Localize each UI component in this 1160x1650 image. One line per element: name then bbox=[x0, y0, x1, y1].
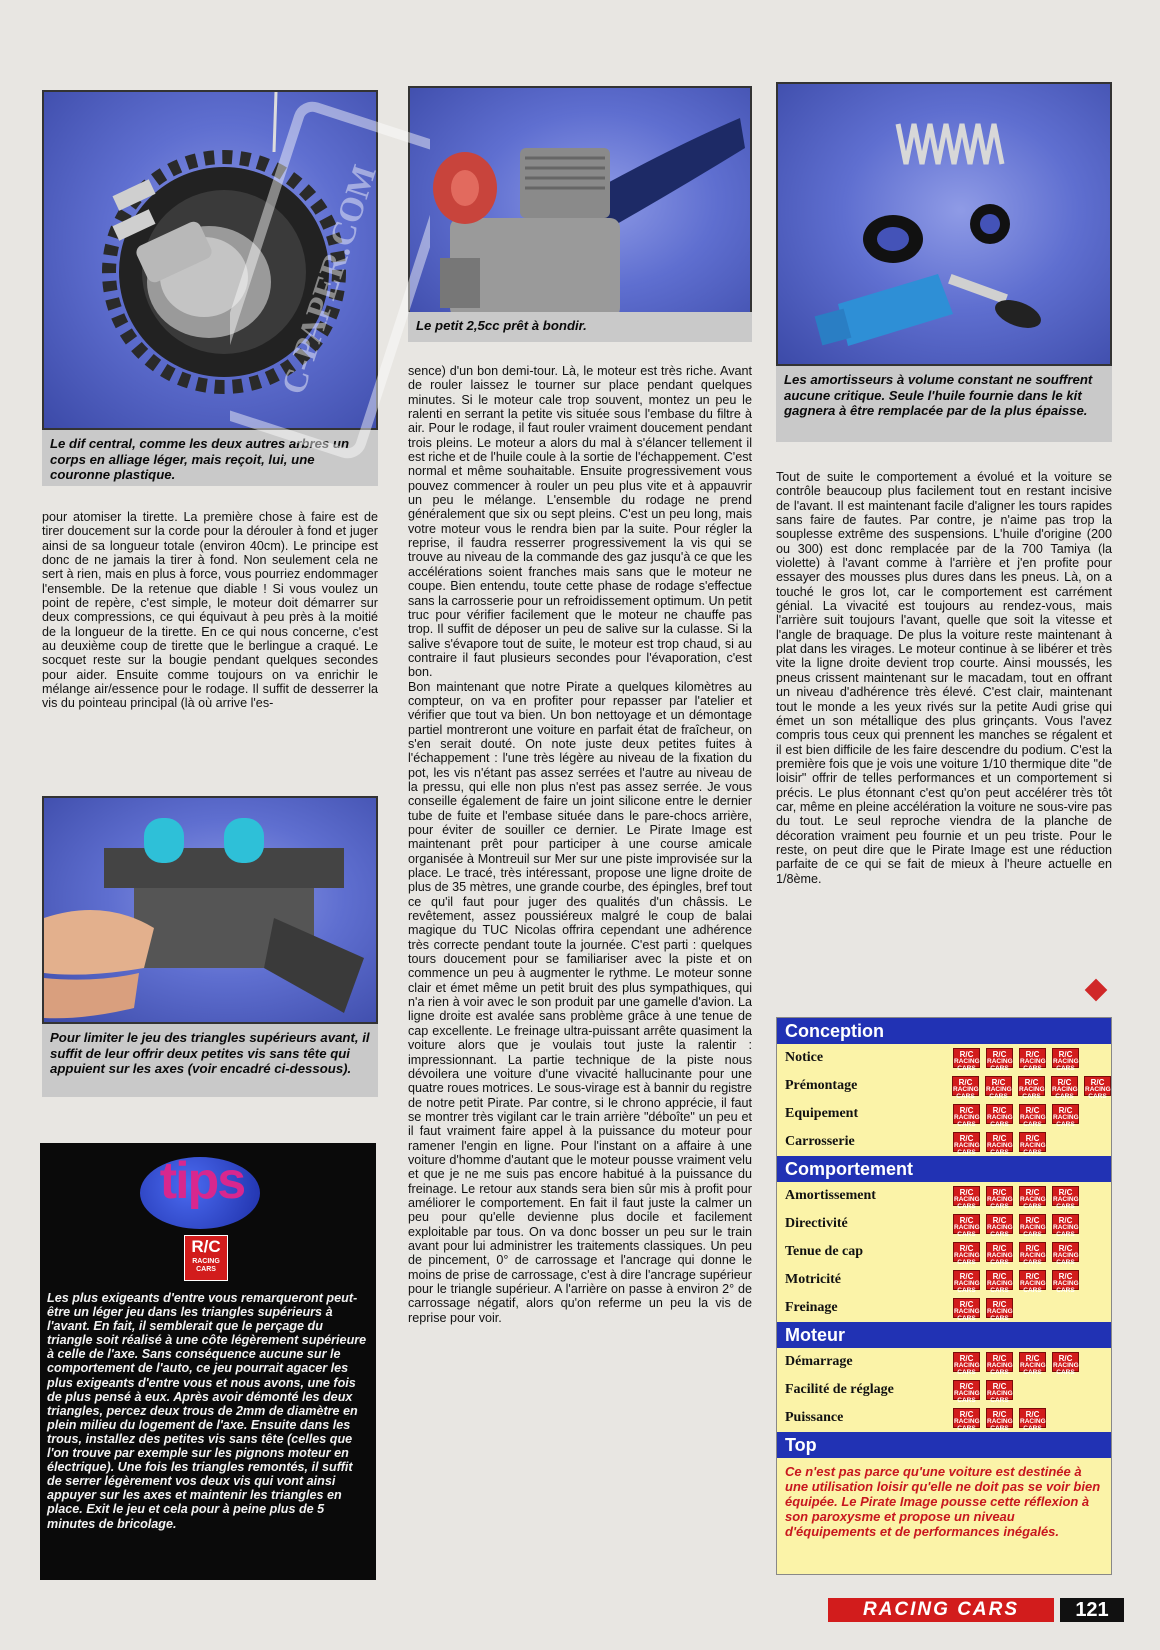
rc-logo-icon bbox=[985, 1076, 1012, 1100]
rc-logo-sub: RACING CARS bbox=[954, 1252, 980, 1266]
rating-score-logos bbox=[953, 1186, 1079, 1210]
rating-row bbox=[777, 1072, 1111, 1100]
rc-logo-sub: RACING CARS bbox=[954, 1280, 980, 1294]
photo-engine bbox=[408, 86, 752, 340]
tips-logo-main: R/C bbox=[191, 1237, 221, 1256]
rc-logo-icon bbox=[1052, 1242, 1079, 1266]
rc-logo-icon bbox=[1019, 1352, 1046, 1376]
rating-section-title: Conception bbox=[777, 1018, 1111, 1044]
photo-front-triangles bbox=[42, 796, 378, 1024]
rc-logo-sub: RACING CARS bbox=[954, 1390, 980, 1404]
rc-logo-icon bbox=[953, 1104, 980, 1128]
rc-logo-sub: RACING CARS bbox=[1020, 1418, 1046, 1432]
rating-row bbox=[777, 1182, 1111, 1210]
rc-logo-sub: RACING CARS bbox=[954, 1362, 980, 1376]
rating-score-logos bbox=[952, 1076, 1111, 1100]
rating-score-logos bbox=[953, 1132, 1046, 1156]
rc-logo-sub: RACING CARS bbox=[987, 1418, 1013, 1432]
rc-logo-icon bbox=[986, 1380, 1013, 1404]
rc-logo-main: R/C bbox=[1025, 1134, 1040, 1143]
rc-logo-main: R/C bbox=[958, 1078, 973, 1087]
rc-logo-sub: RACING CARS bbox=[1053, 1224, 1079, 1238]
rating-row bbox=[777, 1100, 1111, 1128]
tips-logo-sub: RACING CARS bbox=[192, 1258, 220, 1273]
rc-logo-icon bbox=[1019, 1214, 1046, 1238]
rc-logo-icon bbox=[1019, 1132, 1046, 1156]
rc-logo-sub: RACING CARS bbox=[1052, 1086, 1078, 1100]
rc-logo-icon bbox=[986, 1186, 1013, 1210]
rc-logo-main: R/C bbox=[1058, 1354, 1073, 1363]
rc-logo-main: R/C bbox=[1025, 1272, 1040, 1281]
rc-logo-sub: RACING CARS bbox=[987, 1280, 1013, 1294]
rc-logo-icon bbox=[1052, 1214, 1079, 1238]
rating-label: Notice bbox=[785, 1050, 824, 1065]
rc-logo-main: R/C bbox=[992, 1106, 1007, 1115]
rc-logo-sub: RACING CARS bbox=[954, 1058, 980, 1072]
rc-logo-main: R/C bbox=[959, 1300, 974, 1309]
rc-logo-icon bbox=[1052, 1048, 1079, 1072]
rc-logo-icon bbox=[1019, 1104, 1046, 1128]
rating-label: Directivité bbox=[785, 1216, 848, 1231]
article-column-1 bbox=[42, 510, 378, 711]
rc-logo-main: R/C bbox=[992, 1050, 1007, 1059]
rc-logo-sub: RACING CARS bbox=[1053, 1362, 1079, 1376]
rc-logo-sub: RACING CARS bbox=[1053, 1058, 1079, 1072]
rating-row bbox=[777, 1404, 1111, 1432]
rc-logo-icon bbox=[1019, 1270, 1046, 1294]
rating-row bbox=[777, 1238, 1111, 1266]
rc-logo-main: R/C bbox=[1025, 1354, 1040, 1363]
rating-row bbox=[777, 1348, 1111, 1376]
rating-label: Tenue de cap bbox=[785, 1244, 864, 1259]
rc-logo-sub: RACING CARS bbox=[1020, 1058, 1046, 1072]
rc-logo-sub: RACING CARS bbox=[1020, 1142, 1046, 1156]
rc-logo-main: R/C bbox=[1025, 1050, 1040, 1059]
rc-logo-main: R/C bbox=[959, 1050, 974, 1059]
rc-logo-icon bbox=[1019, 1186, 1046, 1210]
rating-top-title: Top bbox=[777, 1432, 1111, 1458]
rc-logo-main: R/C bbox=[1058, 1188, 1073, 1197]
rating-top-text: Ce n'est pas parce qu'une voiture est destinée à une utilisation loisir qu'elle ne doit pas se voir bien équipée. Le Pirate Image pousse cette réflexion à son paroxysme et propose un niveau d'équipements et de performances inégalés. bbox=[785, 1464, 1101, 1539]
rc-logo-icon bbox=[1051, 1076, 1078, 1100]
rating-row bbox=[777, 1266, 1111, 1294]
rating-label: Freinage bbox=[785, 1300, 838, 1315]
rating-row bbox=[777, 1044, 1111, 1072]
rating-section-title: Comportement bbox=[777, 1156, 1111, 1182]
rc-logo-main: R/C bbox=[1025, 1216, 1040, 1225]
rc-logo-sub: RACING CARS bbox=[986, 1086, 1012, 1100]
rc-logo-main: R/C bbox=[992, 1188, 1007, 1197]
rc-logo-icon bbox=[986, 1408, 1013, 1432]
rc-logo-icon bbox=[953, 1298, 980, 1322]
rc-logo-icon bbox=[953, 1214, 980, 1238]
rc-logo-icon bbox=[986, 1214, 1013, 1238]
rc-logo-main: R/C bbox=[959, 1188, 974, 1197]
rc-logo-main: R/C bbox=[1025, 1188, 1040, 1197]
watermark-stamp bbox=[230, 100, 430, 460]
rating-score-logos bbox=[953, 1380, 1013, 1404]
rc-logo-icon bbox=[953, 1352, 980, 1376]
rc-logo-icon bbox=[953, 1408, 980, 1432]
column-2-paragraph-2: Bon maintenant que notre Pirate a quelques kilomètres au compteur, on va en profiter pour repasser par l'atelier et vérifier que tout va bien. Un bon nettoyage et un démontage partiel montreront une voiture en parfait état de fraîcheur, on s'en serait douté. On note juste deux petites fuites à l'échappement : l'une très légère au niveau de la fixation du pot, les vis n'étant pas assez serrées et l'autre au niveau de la pressu, qui elle non plus n'est pas assez serrée. Je vous conseille également de faire un joint silicone entre le dernier tube de fuite et l'embase située dans le pare-chocs arrière, pour éviter de souiller ce dernier. Le Pirate Image est maintenant prêt pour participer à une course amicale organisée à Montreuil sur Mer sur une piste improvisée sur la place. Le tracé, très intéressant, propose une ligne droite de plus de 35 mètres, une grande courbe, des épingles, bref tout ce qu'il faut pour juger des qualités d'un châssis. Le revêtement, assez poussiéreux malgré le coup de balai magique du TUC Nicolas offrira cependant une adhérence très correcte pendant toute la journée. C'est parti : quelques tours doucement pour se familiariser avec la piste et on commence un peu à augmenter le rythme. Le moteur sonne clair et émet même un petit bruit des plus sympathiques, qui n'a rien à voir avec le son produit par une gamelle d'avion. La ligne droite est avalée sans problème grâce à une tenue de cap excellente. Le freinage ultra-puissant arrête quasiment la voiture alors que je voulais tout juste la ralentir : impressionnant. La partie technique de la piste nous dévoilera une voiture d'une vivacité hallucinante pour une quatre roues motrices. Le sous-virage est à bannir du registre de notre petit Pirate. Par contre, si le chrono apprécie, il faut se montrer très vigilant car le train arrière "déboîte" un peu et il faut vraiment faire appel à la puissance du moteur pour ramener l'engin en ligne. Pour l'instant on a affaire à une voiture d'homme d'autant que le moteur pousse vraiment velu et que je ne me suis pas encore habitué à la puissance du freinage. Le retour aux stands sera bien sûr mis à profit pour améliorer le comportement. En fait il faut juste la calmer un peu pour qu'elle devienne plus docile et facilement exploitable par tous. On va donc bosser un peu sur le train avant pour lui administrer les traitements classiques. Un peu de pincement, 0° de carrossage et l'ancrage qui donne le moins de prise de carrossage, c'est à dire l'ancrage supérieur pour le triangle supérieur. A l'arrière on passe à environ 2° de carrossage négatif, alors qu'on referme un peu la vis de reprise pour voir. bbox=[408, 679, 752, 1325]
rc-logo-icon bbox=[1019, 1242, 1046, 1266]
rc-logo-main: R/C bbox=[1058, 1244, 1073, 1253]
rc-logo-sub: RACING CARS bbox=[987, 1114, 1013, 1128]
rc-logo-icon bbox=[953, 1270, 980, 1294]
rc-logo-sub: RACING CARS bbox=[1053, 1196, 1079, 1210]
rc-logo-sub: RACING CARS bbox=[1020, 1224, 1046, 1238]
rc-logo-sub: RACING CARS bbox=[1053, 1252, 1079, 1266]
rating-label: Equipement bbox=[785, 1106, 859, 1121]
rc-logo-sub: RACING CARS bbox=[954, 1224, 980, 1238]
rc-logo-icon bbox=[953, 1242, 980, 1266]
caption-differential: Le dif central, comme les deux autres arbres un corps en alliage léger, mais reçoit, lui, une couronne plastique. bbox=[42, 430, 378, 486]
rc-logo-sub: RACING CARS bbox=[1020, 1362, 1046, 1376]
rc-logo-main: R/C bbox=[959, 1216, 974, 1225]
rating-label: Prémontage bbox=[785, 1078, 858, 1093]
rc-logo-sub: RACING CARS bbox=[1020, 1114, 1046, 1128]
rc-logo-sub: RACING CARS bbox=[987, 1252, 1013, 1266]
rc-logo-icon bbox=[986, 1352, 1013, 1376]
shocks-illustration bbox=[778, 84, 1110, 364]
rc-logo-sub: RACING CARS bbox=[987, 1224, 1013, 1238]
rating-score-logos bbox=[953, 1104, 1079, 1128]
rc-logo-main: R/C bbox=[959, 1134, 974, 1143]
rating-box bbox=[776, 1017, 1112, 1575]
rc-logo-main: R/C bbox=[991, 1078, 1006, 1087]
rc-logo-main: R/C bbox=[959, 1272, 974, 1281]
page-footer bbox=[828, 1598, 1124, 1622]
rc-logo-icon bbox=[952, 1076, 979, 1100]
caption-engine: Le petit 2,5cc prêt à bondir. bbox=[408, 312, 752, 342]
rc-logo-main: R/C bbox=[992, 1382, 1007, 1391]
rc-logo-main: R/C bbox=[959, 1244, 974, 1253]
rc-logo-sub: RACING CARS bbox=[987, 1362, 1013, 1376]
tips-logo bbox=[184, 1235, 228, 1281]
rc-logo-icon bbox=[1018, 1076, 1045, 1100]
rc-logo-main: R/C bbox=[959, 1382, 974, 1391]
rating-score-logos bbox=[953, 1352, 1079, 1376]
rating-score-logos bbox=[953, 1048, 1079, 1072]
rc-logo-sub: RACING CARS bbox=[954, 1114, 980, 1128]
end-mark-diamond-icon bbox=[1085, 979, 1108, 1002]
tips-box bbox=[40, 1143, 376, 1580]
rc-logo-main: R/C bbox=[1025, 1244, 1040, 1253]
rc-logo-sub: RACING CARS bbox=[1020, 1252, 1046, 1266]
rc-logo-sub: RACING CARS bbox=[1085, 1086, 1111, 1100]
rc-logo-icon bbox=[1052, 1104, 1079, 1128]
rc-logo-main: R/C bbox=[1025, 1106, 1040, 1115]
rc-logo-main: R/C bbox=[959, 1354, 974, 1363]
rating-score-logos bbox=[953, 1270, 1079, 1294]
rc-logo-icon bbox=[986, 1298, 1013, 1322]
column-3-text: Tout de suite le comportement a évolué et la voiture se contrôle beaucoup plus facilement tout en restant incisive de l'avant. Il est maintenant facile d'aligner les tours rapides sans faire de fautes. Par contre, je n'aime pas trop la souplesse extrême des suspensions. L'huile d'origine (200 ou 300) est donc remplacée par de la 700 Tamiya (la violette) à l'avant comme à l'arrière et j'en profite pour essayer des mousses plus dures dans les pneus. Là, on a touché le gros lot, car le comportement est carrément génial. La vivacité est toujours au rendez-vous, mais l'arrière suit toujours l'avant, quelle que soit la vitesse et l'angle de braquage. De plus la voiture reste maintenant à plat dans les virages. Le moteur continue à se libérer et très vite la ligne droite devient trop courte. Ainsi moussés, les pneus crissent maintenant sur le macadam, tout en offrant un niveau d'adhérence très élevé. C'est clair, maintenant tout le monde a les yeux rivés sur la petite Audi grise qui émet un son métallique des plus grinçants. Vous l'avez compris tous ceux qui prennent les manches se régalent et il est bien difficile de les faire descendre du podium. C'est la première fois que je vois une voiture 1/10 thermique dite "de loisir" offrir de telles performances et un comportement si précis. Le plus étonnant c'est qu'on peut accélérer très tôt car, même en pleine accélération la voiture ne sous-vire pas du tout. Le seul reproche viendra de la planche de décoration vraiment peu fournie et un peu triste. Pour le reste, on peut dire que le Pirate Image est une réduction parfaite de ce qui se fait de mieux à l'heure actuelle en 1/8ème. bbox=[776, 470, 1112, 886]
photo-shocks bbox=[776, 82, 1112, 366]
triangles-illustration bbox=[44, 798, 376, 1022]
rating-label: Démarrage bbox=[785, 1354, 853, 1369]
rc-logo-main: R/C bbox=[992, 1216, 1007, 1225]
caption-shocks: Les amortisseurs à volume constant ne souffrent aucune critique. Seule l'huile fournie dans le kit gagnera à être remplacée par de la plus épaisse. bbox=[776, 366, 1112, 442]
rc-logo-icon bbox=[986, 1270, 1013, 1294]
rc-logo-icon bbox=[986, 1104, 1013, 1128]
rc-logo-icon bbox=[953, 1132, 980, 1156]
rc-logo-sub: RACING CARS bbox=[954, 1418, 980, 1432]
watermark-text: C-PAPER.COM bbox=[275, 160, 384, 399]
article-column-2 bbox=[408, 364, 752, 1325]
rc-logo-sub: RACING CARS bbox=[987, 1308, 1013, 1322]
rc-logo-sub: RACING CARS bbox=[1019, 1086, 1045, 1100]
rating-score-logos bbox=[953, 1242, 1079, 1266]
rc-logo-sub: RACING CARS bbox=[987, 1058, 1013, 1072]
rc-logo-main: R/C bbox=[992, 1354, 1007, 1363]
rating-label: Facilité de réglage bbox=[785, 1382, 894, 1397]
rating-row bbox=[777, 1210, 1111, 1238]
rc-logo-main: R/C bbox=[1090, 1078, 1105, 1087]
rc-logo-main: R/C bbox=[992, 1300, 1007, 1309]
rc-logo-icon bbox=[953, 1048, 980, 1072]
rating-row bbox=[777, 1294, 1111, 1322]
tips-title: tips bbox=[159, 1152, 245, 1210]
rating-score-logos bbox=[953, 1298, 1013, 1322]
rc-logo-icon bbox=[953, 1186, 980, 1210]
rc-logo-sub: RACING CARS bbox=[987, 1142, 1013, 1156]
engine-illustration bbox=[410, 88, 750, 338]
magazine-name: RACING CARS bbox=[828, 1598, 1054, 1622]
rating-row bbox=[777, 1128, 1111, 1156]
rc-logo-icon bbox=[1052, 1352, 1079, 1376]
rating-label: Puissance bbox=[785, 1410, 844, 1425]
rc-logo-sub: RACING CARS bbox=[987, 1196, 1013, 1210]
rc-logo-main: R/C bbox=[992, 1272, 1007, 1281]
rc-logo-sub: RACING CARS bbox=[1053, 1280, 1079, 1294]
rating-label: Motricité bbox=[785, 1272, 841, 1287]
rating-score-logos bbox=[953, 1214, 1079, 1238]
rc-logo-main: R/C bbox=[1058, 1272, 1073, 1281]
rc-logo-sub: RACING CARS bbox=[954, 1308, 980, 1322]
tips-text: Les plus exigeants d'entre vous remarqueront peut-être un léger jeu dans les triangles supérieurs à l'avant. En fait, il semblerait que le perçage du triangle soit réalisé à une côte légèrement supérieure à celle de l'axe. Sans conséquence aucune sur le comportement de l'auto, ce jeu pourrait agacer les plus exigeants d'entre vous et nous avons, une fois de plus pensé à eux. Après avoir démonté les deux triangles, percez deux trous de 2mm de diamètre en plein milieu du logement de l'axe. Ensuite dans les trous, installez des petites vis sans tête (celles que l'on trouve par exemple sur les pignons moteur en électrique). Une fois les triangles remontés, il suffit de serrer légèrement vos deux vis qui vont ainsi appuyer sur les axes et maintenir les triangles en place. Exit le jeu et cela pour à peine plus de 5 minutes de bricolage. bbox=[47, 1291, 367, 1531]
rc-logo-sub: RACING CARS bbox=[1020, 1280, 1046, 1294]
rc-logo-icon bbox=[1084, 1076, 1111, 1100]
rc-logo-icon bbox=[986, 1048, 1013, 1072]
rc-logo-main: R/C bbox=[1057, 1078, 1072, 1087]
rating-score-logos bbox=[953, 1408, 1046, 1432]
rc-logo-sub: RACING CARS bbox=[1020, 1196, 1046, 1210]
rating-label: Amortissement bbox=[785, 1188, 876, 1203]
rc-logo-sub: RACING CARS bbox=[953, 1086, 979, 1100]
rc-logo-icon bbox=[1052, 1270, 1079, 1294]
rc-logo-main: R/C bbox=[1024, 1078, 1039, 1087]
rc-logo-sub: RACING CARS bbox=[1053, 1114, 1079, 1128]
rating-row bbox=[777, 1376, 1111, 1404]
rc-logo-main: R/C bbox=[992, 1134, 1007, 1143]
rc-logo-icon bbox=[1052, 1186, 1079, 1210]
rc-logo-main: R/C bbox=[992, 1410, 1007, 1419]
rc-logo-icon bbox=[986, 1242, 1013, 1266]
rc-logo-main: R/C bbox=[1058, 1050, 1073, 1059]
rc-logo-main: R/C bbox=[1058, 1106, 1073, 1115]
article-column-3 bbox=[776, 470, 1112, 886]
rating-label: Carrosserie bbox=[785, 1134, 855, 1149]
rc-logo-sub: RACING CARS bbox=[954, 1142, 980, 1156]
rc-logo-main: R/C bbox=[1025, 1410, 1040, 1419]
rc-logo-sub: RACING CARS bbox=[987, 1390, 1013, 1404]
page-number: 121 bbox=[1060, 1598, 1124, 1622]
column-1-text: pour atomiser la tirette. La première chose à faire est de tirer doucement sur la corde pour la dérouler à fond et juger ainsi de sa longueur totale (environ 40cm). Le principe est donc de ne jamais la tirer à fond. Non seulement cela ne sert à rien, mais en plus à force, vous pourriez endommager l'ensemble. De la retenue que diable ! Si vous voulez un point de repère, c'est simple, le moteur doit démarrer sur deux compressions, ce qui équivaut à peu près à la moitié de la longueur de la tirette. En ce qui nous concerne, c'est au deuxième coup de tirette que le berlingue a craqué. Le socquet reste sur la bougie pendant quelques secondes pour aider. Ensuite comme toujours on va enrichir le mélange air/essence pour le rodage. Il suffit de desserrer la vis du pointeau principal (là où arrive l'es- bbox=[42, 510, 378, 711]
rc-logo-main: R/C bbox=[959, 1106, 974, 1115]
rc-logo-icon bbox=[1019, 1048, 1046, 1072]
rc-logo-main: R/C bbox=[959, 1410, 974, 1419]
caption-front-triangles: Pour limiter le jeu des triangles supérieurs avant, il suffit de leur offrir deux petites vis sans tête qui appuient sur les axes (voir encadré ci-dessous). bbox=[42, 1024, 378, 1097]
rc-logo-main: R/C bbox=[1058, 1216, 1073, 1225]
rc-logo-icon bbox=[986, 1132, 1013, 1156]
rc-logo-icon bbox=[1019, 1408, 1046, 1432]
rc-logo-main: R/C bbox=[992, 1244, 1007, 1253]
column-2-paragraph-1: sence) d'un bon demi-tour. Là, le moteur est très riche. Avant de rouler laissez le tourner sur place pendant quelques minutes. Si le moteur cale trop souvent, montez un peu le ralenti en serrant la petite vis située sous l'embase du filtre à air. Pour le rodage, il faut rouler vraiment doucement pendant trois pleins. Le moteur a alors du mal à s'élancer tellement il est riche et de l'huile coule à la sortie de l'échappement. C'est normal et même souhaitable. Ensuite progressivement vous pouvez commencer à rouler un peu plus vite et à appauvrir un peu le mélange. L'ensemble du rodage ne prend généralement que six ou sept pleins. C'est un peu long, mais votre moteur vous le rendra bien par la suite. Pour régler la reprise, il faudra resserrer progressivement la vis qui se trouve au niveau de la commande des gaz jusqu'à ce que les accélérations soient franches mais sans que le moteur ne coupe. Bien entendu, toute cette phase de rodage s'effectue sans la carrosserie pour un refroidissement optimum. Un petit truc pour vérifier facilement que le moteur ne chauffe pas trop. Il suffit de déposer un peu de salive sur la culasse. Si la salive s'évapore tout de suite, le moteur est trop chaud, si au contraire il faut plusieurs secondes pour l'évaporation, c'est bon. bbox=[408, 364, 752, 680]
rc-logo-icon bbox=[953, 1380, 980, 1404]
rating-section-title: Moteur bbox=[777, 1322, 1111, 1348]
rc-logo-sub: RACING CARS bbox=[954, 1196, 980, 1210]
